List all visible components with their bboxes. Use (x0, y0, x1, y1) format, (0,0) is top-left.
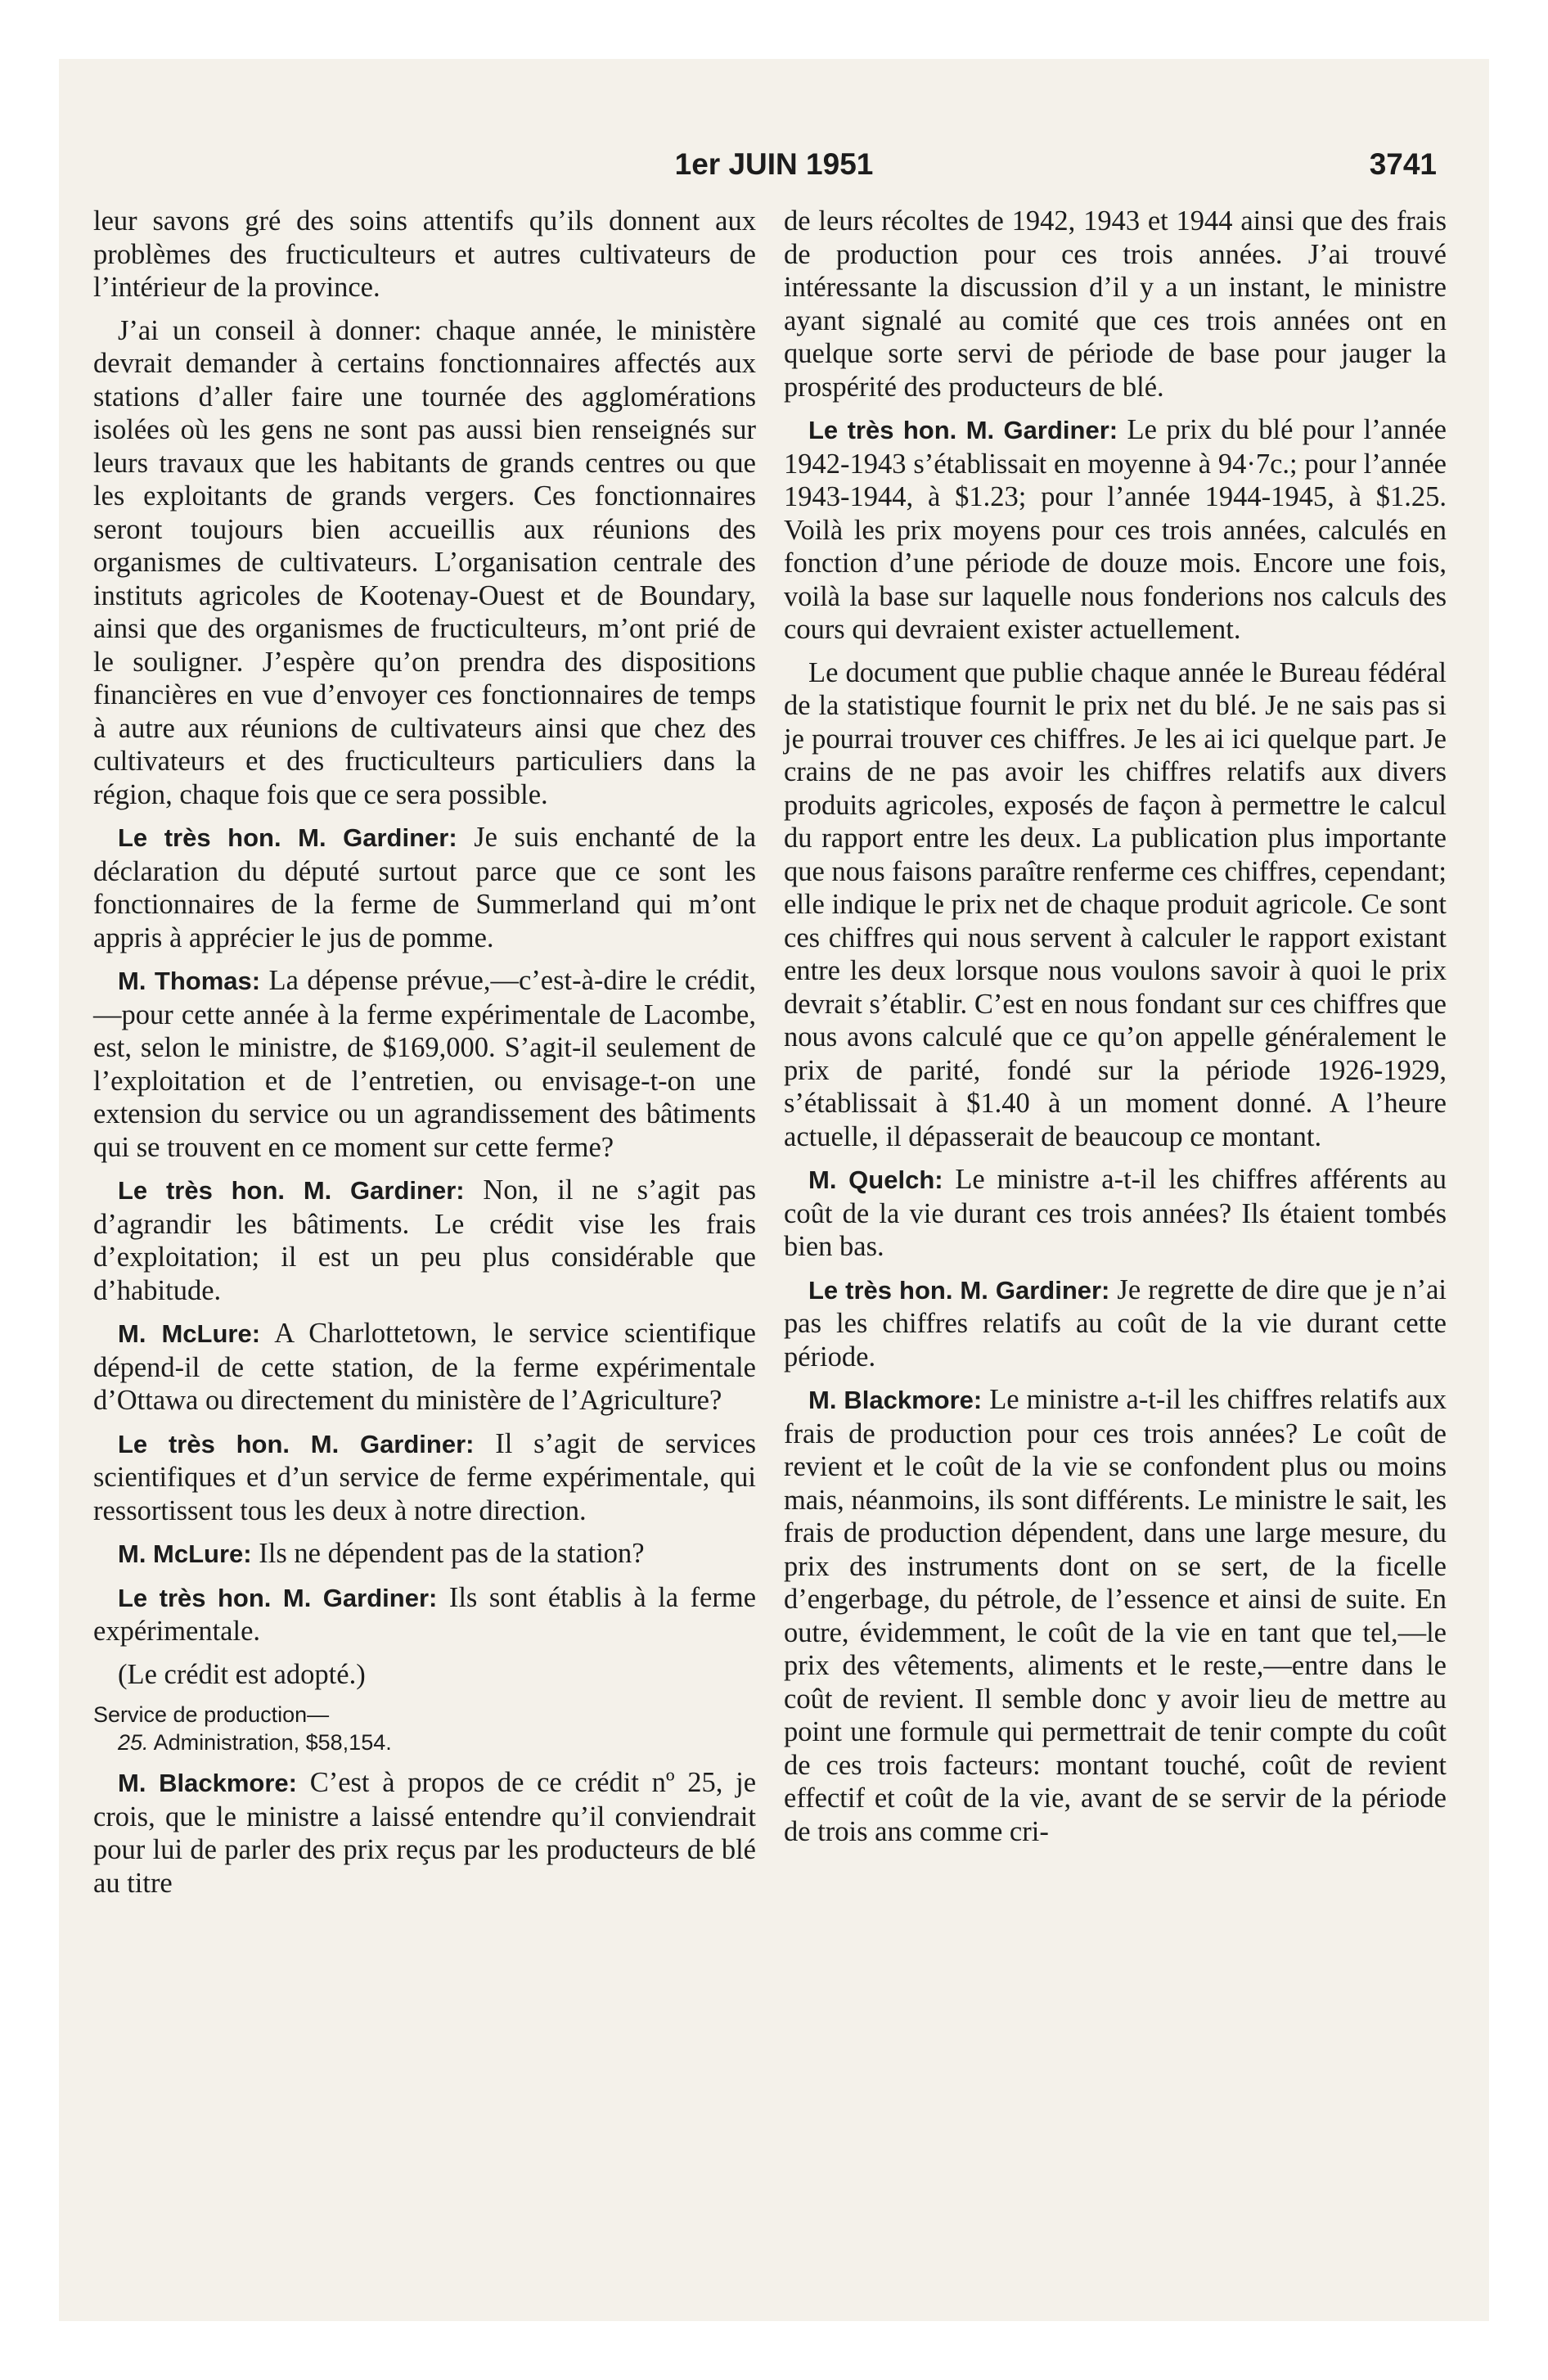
speech-text: A Charlottetown, le service scientifique dépend-il de cette station, de la ferme expérimentale d’Ottawa ou directement du ministère de l’Agriculture? (93, 1318, 756, 1416)
speech-text: Le ministre a-t-il les chiffres relatifs aux frais de production pour ces trois années? Le coût de revient et le coût de la vie se confondent plus ou moins mais, néanmoins, ils sont différents. Le ministre le sait, les frais de production dépendent, dans une large mesure, du prix des instruments dont on se sert, de la ficelle d’engerbage, du pétrole, de l’essence et ainsi de suite. En outre, évidemment, le coût de la vie en tant que tel,—le prix des vêtements, aliments et le reste,—entre dans le coût de revient. Il semble donc y avoir lieu de mettre au point une formule qui permettrait de tenir compte du coût de ces trois facteurs: montant touché, coût de revient effectif et coût de la vie, avant de se servir de la période de trois ans comme cri- (784, 1384, 1447, 1847)
speech-text: Le ministre a-t-il les chiffres afférents au coût de la vie durant ces trois années? Ils étaient tombés bien bas. (784, 1164, 1447, 1262)
speech (93, 964, 756, 1164)
speaker-name: Le très hon. M. Gardiner: (808, 416, 1118, 444)
speaker-name: Le très hon. M. Gardiner: (118, 823, 457, 852)
vote-item (93, 1729, 756, 1756)
speaker-name: Le très hon. M. Gardiner: (808, 1275, 1110, 1305)
speech (93, 1317, 756, 1418)
speaker-name: M. Blackmore: (118, 1769, 297, 1797)
procedural-note: (Le crédit est adopté.) (118, 1658, 366, 1690)
paragraph-text: de leurs récoltes de 1942, 1943 et 1944 ainsi que des frais de production pour ces trois années. J’ai trouvé intéressante la discussion d’il y a un instant, le ministre ayant signalé au comité que ces trois années ont en quelque sorte servi de période de base pour jauger la prospérité des producteurs de blé. (784, 205, 1447, 403)
vote-item-text: Administration, $58,154. (153, 1730, 392, 1755)
speaker-name: M. McLure: (118, 1319, 261, 1348)
paragraph (93, 314, 756, 812)
speech-text: Le prix du blé pour l’année 1942-1943 s’établissait en moyenne à 94·7c.; pour l’année 1943-1944, à $1.23; pour l’année 1944-1945, à $1.25. Voilà les prix moyens pour ces trois années, calculés en fonction d’une période de douze mois. Encore une fois, voilà la base sur laquelle nous fonderions nos calculs des cours qui devraient exister actuellement. (784, 414, 1447, 645)
speech-text: Ils ne dépendent pas de la station? (259, 1538, 645, 1569)
speech (93, 1537, 756, 1571)
speech-text: Il s’agit de services scientifiques et d’un service de ferme expérimentale, qui ressortissent tous les deux à notre direction. (93, 1427, 757, 1526)
speech (93, 1581, 756, 1648)
speaker-name: Le très hon. M. Gardiner: (118, 1176, 465, 1205)
speaker-name: M. McLure: (118, 1539, 252, 1568)
speaker-name: Le très hon. M. Gardiner: (118, 1583, 438, 1612)
paragraph (93, 1658, 756, 1692)
speech (93, 1427, 756, 1528)
speech (784, 1273, 1447, 1374)
page-header (59, 147, 1489, 196)
speech (784, 1383, 1447, 1848)
speech-text: Ils sont établis à la ferme expérimentale. (93, 1581, 757, 1647)
paragraph (93, 205, 756, 304)
speech (93, 1766, 756, 1900)
right-column (784, 205, 1447, 1858)
page-date: 1er JUIN 1951 (674, 147, 874, 181)
speaker-name: Le très hon. M. Gardiner: (118, 1429, 475, 1458)
paragraph-text: J’ai un conseil à donner: chaque année, le ministère devrait demander à certains fonctionnaires affectés aux stations d’aller faire une tournée des agglomérations isolées où les gens ne sont pas aussi bien renseignés sur leurs travaux que les habitants de grands centres ou que les exploitants de grands vergers. Ces fonctionnaires seront toujours bien accueillis aux réunions des organismes de cultivateurs. L’organisation centrale des instituts agricoles de Kootenay-Ouest et de Boundary, ainsi que des organismes de fructiculteurs, m’ont prié de le souligner. J’espère qu’on prendra des dispositions financières en vue d’envoyer ces fonctionnaires de temps à autre aux réunions de cultivateurs ainsi que chez des cultivateurs et des fructiculteurs particuliers dans la région, chaque fois que ce sera possible. (93, 314, 756, 810)
speech-text: Je suis enchanté de la déclaration du député surtout parce que ce sont les fonctionnaires de la ferme de Summerland qui m’ont appris à apprécier le jus de pomme. (93, 822, 757, 953)
speech-text: Je regrette de dire que je n’ai pas les chiffres relatifs au coût de la vie durant cette période. (784, 1273, 1447, 1373)
speech (93, 821, 756, 954)
speech-text: Non, il ne s’agit pas d’agrandir les bâtiments. Le crédit vise les frais d’exploitation; il est un peu plus considérable que d’habitude. (93, 1174, 757, 1306)
hansard-page (59, 59, 1489, 2321)
left-column (93, 205, 756, 1909)
paragraph-text: Le document que publie chaque année le Bureau fédéral de la statistique fournit le prix net du blé. Je ne sais pas si je pourrai trouver ces chiffres. Je les ai ici quelque part. Je crains de ne pas avoir les chiffres relatifs aux divers produits agricoles, exposés de façon à permettre le calcul du rapport entre les deux. La publication plus importante que nous faisons paraître renferme ces chiffres, cependant; elle indique le prix net de chaque produit agricole. Ce sont ces chiffres qui nous servent à calculer le rapport existant entre les deux lorsque nous voulons savoir à quoi le prix devrait s’établir. C’est en nous fondant sur ces chiffres que nous avons calculé que ce qu’on appelle généralement le prix de parité, fondé sur la période 1926-1929, s’établissait à $1.40 à un moment donné. A l’heure actuelle, il dépasserait de beaucoup ce montant. (784, 656, 1447, 1152)
speaker-name: M. Quelch: (808, 1165, 943, 1194)
paragraph (784, 205, 1447, 403)
page-number: 3741 (1369, 147, 1437, 181)
vote-title: Service de production— (93, 1702, 330, 1727)
speaker-name: M. Blackmore: (808, 1386, 983, 1414)
speech (784, 413, 1447, 647)
speech (93, 1174, 756, 1307)
speech (784, 1163, 1447, 1264)
speech-text: C’est à propos de ce crédit nº 25, je crois, que le ministre a laissé entendre qu’il conviendrait pour lui de parler des prix reçus par les producteurs de blé au titre (93, 1767, 757, 1899)
speech-text: La dépense prévue,—c’est-à-dire le crédit,—pour cette année à la ferme expérimentale de Lacombe, est, selon le ministre, de $169,000. S’agit-il seulement de l’exploitation et de l’entretien, ou envisage-t-on une extension du service ou un agrandissement des bâtiments qui se trouvent en ce moment sur cette ferme? (93, 965, 757, 1163)
paragraph (784, 656, 1447, 1154)
speaker-name: M. Thomas: (118, 967, 261, 995)
paragraph-text: leur savons gré des soins attentifs qu’ils donnent aux problèmes des fructiculteurs et autres cultivateurs de l’intérieur de la province. (93, 205, 756, 303)
vote-item-number: 25. (118, 1730, 149, 1755)
